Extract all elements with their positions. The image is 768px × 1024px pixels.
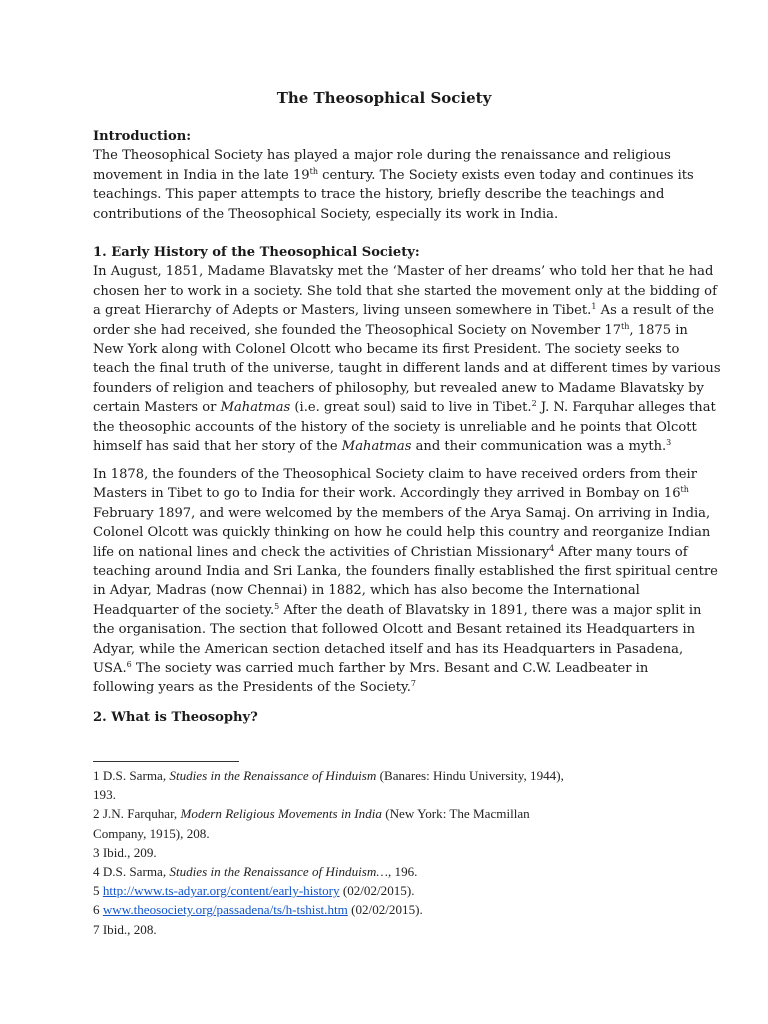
intro-line: movement in India in the late 19th century. The Society exists even today and continues its bbox=[93, 166, 694, 183]
footnotes bbox=[93, 766, 693, 939]
footnote-separator bbox=[93, 761, 239, 762]
paragraph-line: himself has said that her story of the Mahatmas and their communication was a myth.$^3$ bbox=[93, 438, 672, 455]
footnote-2-cont: Company, 1915), 208. bbox=[93, 825, 210, 841]
paragraph-line: Adyar, while the American section detached itself and has its Headquarters in Pasadena, bbox=[93, 641, 684, 657]
footnote-6: 6 www.theosociety.org/passadena/ts/h-tshist.htm (02/02/2015). bbox=[93, 902, 423, 918]
footnote-5-link[interactable]: http://www.ts-adyar.org/content/early-history bbox=[102, 883, 340, 899]
paragraph-line: Headquarter of the society.$^5$ After the death of Blavatsky in 1891, there was a major split in bbox=[93, 601, 702, 618]
footnote-ref: 1 bbox=[591, 302, 597, 312]
history-paragraph-2 bbox=[93, 465, 718, 698]
paragraph-line: In 1878, the founders of the Theosophical Society claim to have received orders from their bbox=[93, 467, 698, 482]
footnote-ref: 4 bbox=[549, 543, 555, 553]
paragraph-line: Masters in Tibet to go to India for their work. Accordingly they arrived in Bombay on 16th bbox=[93, 485, 689, 502]
paragraph-line: USA.$^6$ The society was carried much farther by Mrs. Besant and C.W. Leadbeater in bbox=[93, 660, 649, 677]
footnote-3: 3 Ibid., 209. bbox=[93, 844, 157, 860]
paragraph-line: following years as the Presidents of the Society.$^7$ bbox=[93, 679, 416, 696]
document-title: The Theosophical Society bbox=[276, 89, 492, 107]
what-is-theosophy-section bbox=[93, 708, 683, 727]
footnote-1-cont: 193. bbox=[93, 787, 116, 803]
section-1-heading: 1. Early History of the Theosophical Society: bbox=[93, 245, 420, 260]
paragraph-line: the theosophic accounts of the history of the society is unreliable and he points that Olcott bbox=[93, 419, 697, 435]
introduction-section bbox=[93, 127, 694, 224]
footnote-ref: 7 bbox=[410, 679, 416, 689]
introduction-heading: Introduction: bbox=[93, 129, 192, 144]
paragraph-line: certain Masters or Mahatmas (i.e. great soul) said to live in Tibet.$^2$ J. N. Farquhar alleges that bbox=[93, 399, 716, 416]
paragraph-line: New York along with Colonel Olcott who became its first President. The society seeks to bbox=[93, 342, 680, 358]
intro-line: contributions of the Theosophical Society, especially its work in India. bbox=[93, 206, 559, 222]
intro-line: teachings. This paper attempts to trace the history, briefly describe the teachings and bbox=[93, 187, 665, 203]
footnote-5: 5 http://www.ts-adyar.org/content/early-history (02/02/2015). bbox=[93, 883, 415, 899]
intro-line: The Theosophical Society has played a major role during the renaissance and religious bbox=[93, 148, 671, 164]
paragraph-line: in Adyar, Madras (now Chennai) in 1882, which has also become the International bbox=[93, 583, 640, 599]
footnote-ref: 2 bbox=[531, 399, 537, 409]
paragraph-line: a great Hierarchy of Adepts or Masters, living unseen somewhere in Tibet.$^1$ As a result of the bbox=[93, 302, 715, 319]
paragraph-line: the organisation. The section that followed Olcott and Besant retained its Headquarters in bbox=[93, 622, 696, 638]
footnote-6-link[interactable]: www.theosociety.org/passadena/ts/h-tshist.htm bbox=[102, 902, 348, 918]
footnote-ref: 3 bbox=[666, 438, 672, 448]
footnote-ref: 5 bbox=[274, 601, 280, 611]
paragraph-line: teaching around India and Sri Lanka, the founders finally established the first spiritual centre bbox=[93, 564, 718, 580]
paragraph-line: In August, 1851, Madame Blavatsky met the ‘Master of her dreams’ who told her that he had bbox=[93, 264, 714, 280]
footnote-4: 4 D.S. Sarma, Studies in the Renaissance of Hinduism…, 196. bbox=[93, 864, 418, 880]
footnote-1: 1 D.S. Sarma, Studies in the Renaissance of Hinduism (Banares: Hindu University, 1944), bbox=[93, 768, 564, 783]
early-history-section bbox=[93, 243, 721, 456]
section-2-heading: 2. What is Theosophy? bbox=[93, 710, 258, 725]
footnote-2: 2 J.N. Farquhar, Modern Religious Movements in India (New York: The Macmillan bbox=[93, 806, 530, 822]
paragraph-line: chosen her to work in a society. She told that she started the movement only at the bidding of bbox=[93, 283, 717, 299]
paragraph-line: February 1897, and were welcomed by the members of the Arya Samaj. On arriving in India, bbox=[93, 505, 711, 521]
paragraph-line: founders of religion and teachers of philosophy, but revealed anew to Madame Blavatsky by bbox=[93, 380, 704, 396]
paragraph-line: life on national lines and check the activities of Christian Missionary$^4$ After many tours of bbox=[93, 543, 688, 560]
footnote-7: 7 Ibid., 208. bbox=[93, 921, 157, 937]
paragraph-line: teach the final truth of the universe, taught in different lands and at different times by various bbox=[93, 361, 721, 377]
paragraph-line: Colonel Olcott was quickly thinking on how he could help this country and reorganize Indian bbox=[93, 525, 711, 541]
paragraph-line: order she had received, she founded the Theosophical Society on November 17th, 1875 in bbox=[93, 321, 688, 338]
footnote-ref: 6 bbox=[126, 660, 132, 670]
